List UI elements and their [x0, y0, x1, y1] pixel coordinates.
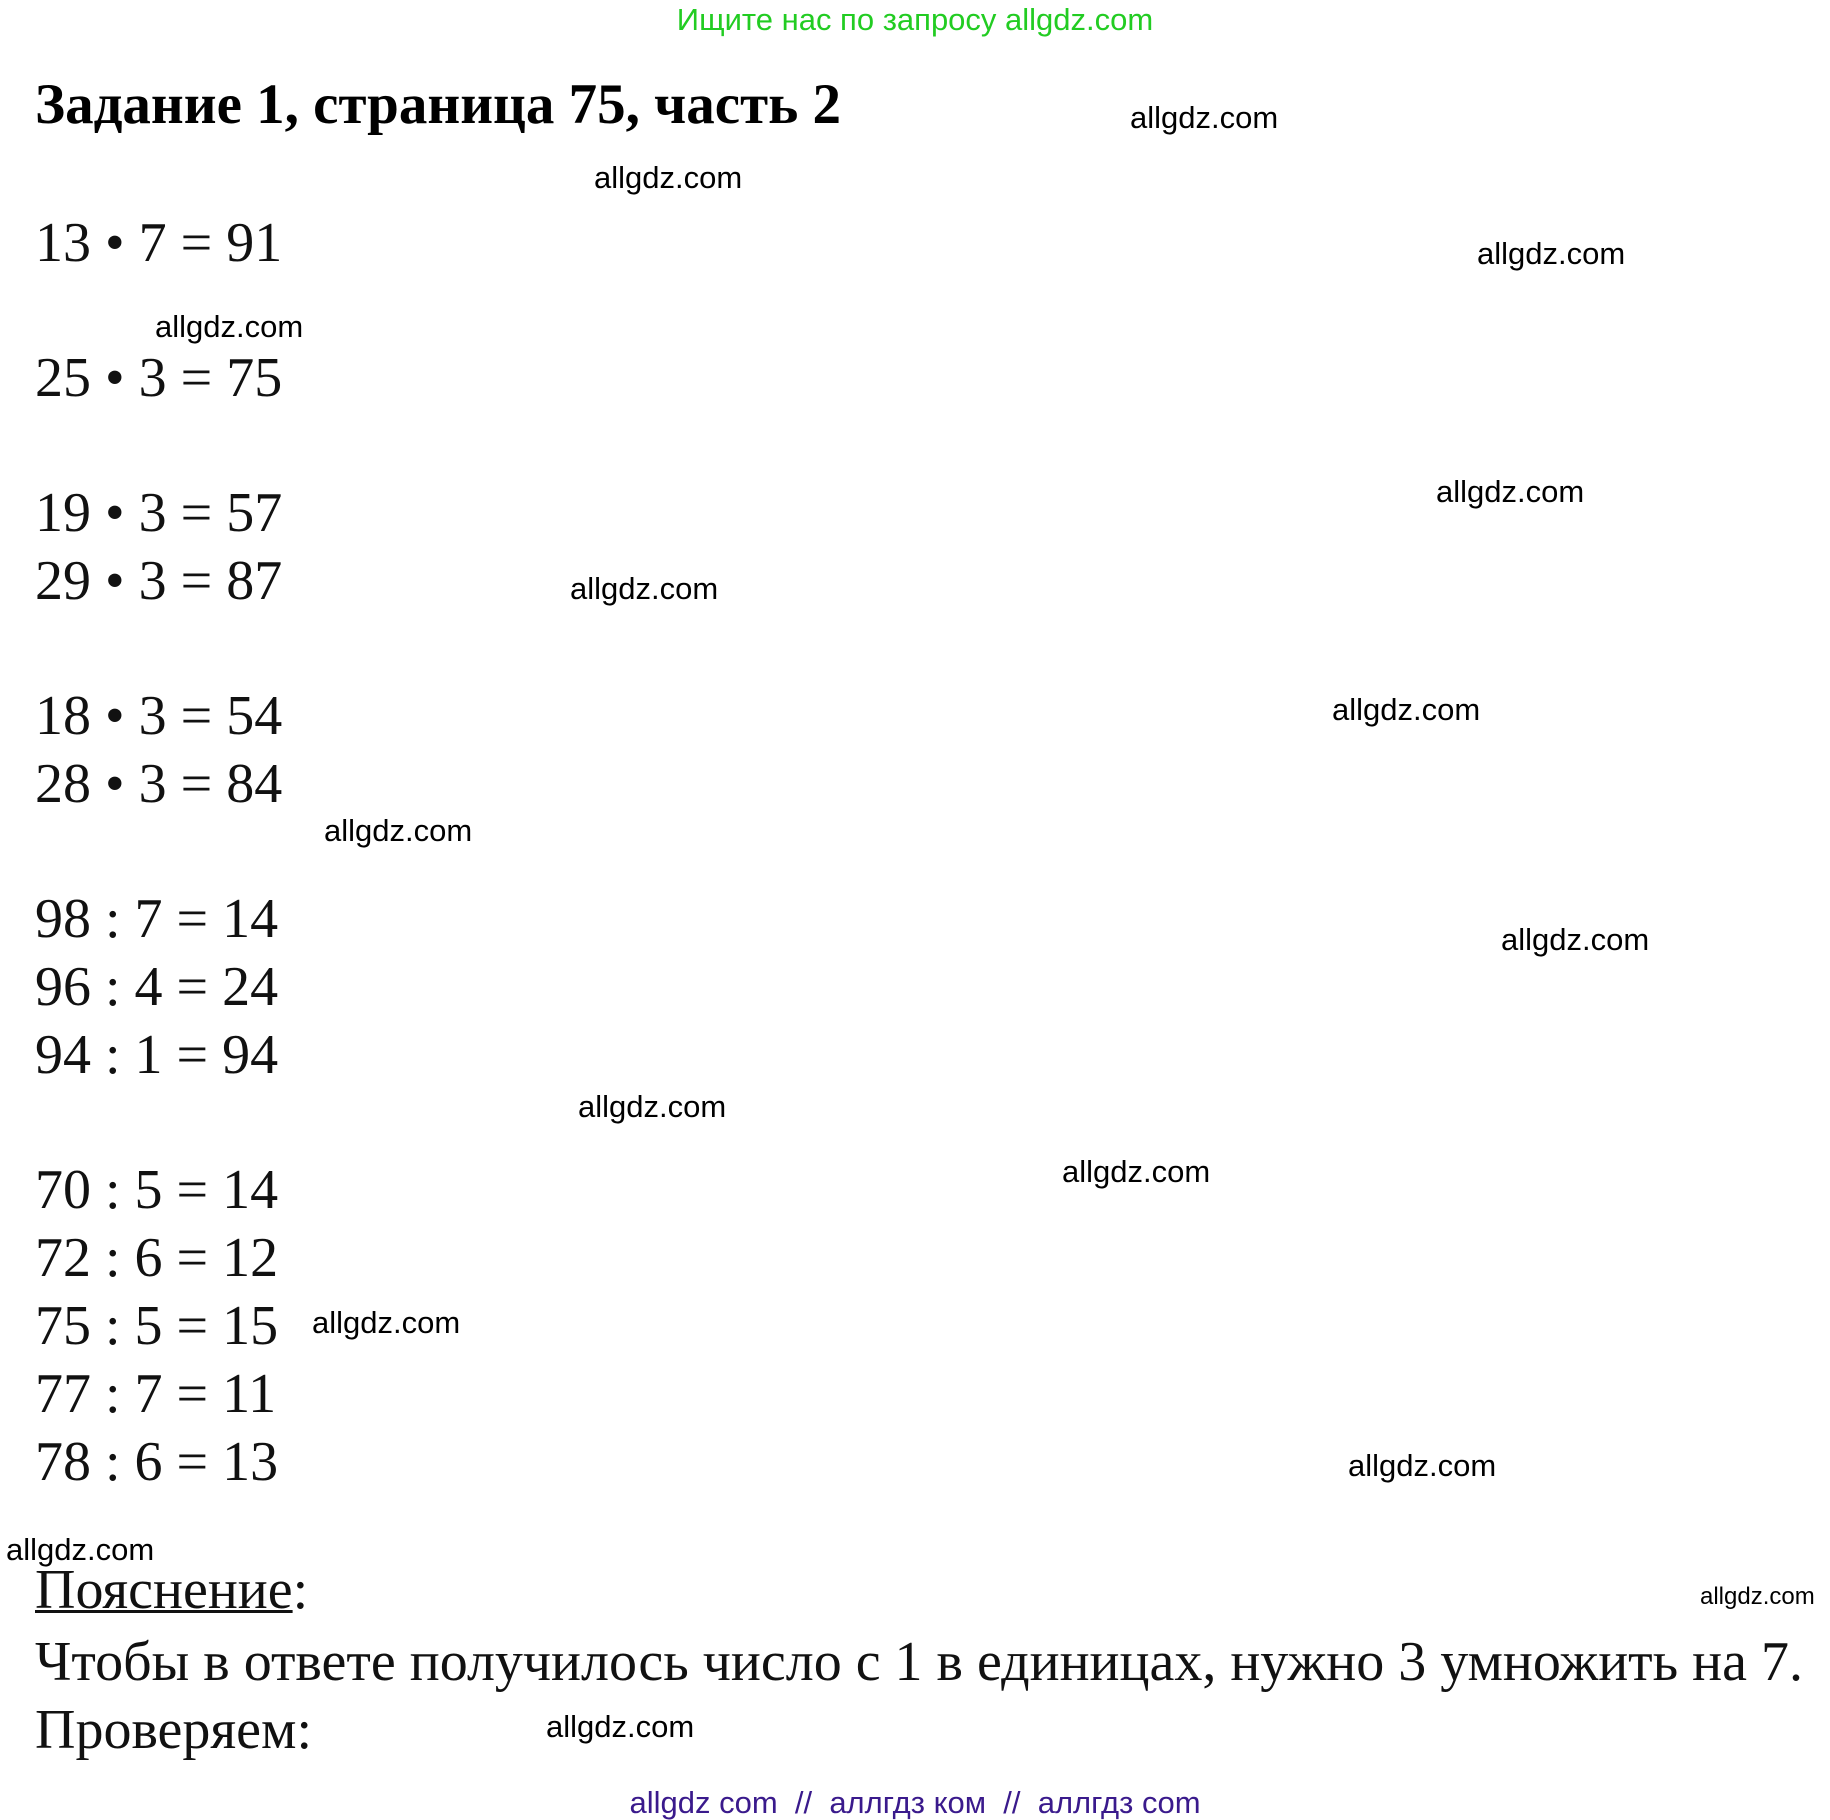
watermark: allgdz.com [6, 1532, 155, 1567]
watermark: allgdz.com [1477, 236, 1626, 271]
watermark: allgdz.com [594, 160, 743, 195]
explanation-heading-colon: : [292, 1559, 309, 1621]
watermark: allgdz.com [546, 1709, 695, 1744]
watermark: allgdz.com [1436, 474, 1585, 509]
equation-line: 13 • 7 = 91 [35, 212, 283, 274]
watermark: allgdz.com [1348, 1448, 1497, 1483]
equation-line: 70 : 5 = 14 [35, 1159, 279, 1221]
equation-line: 72 : 6 = 12 [35, 1227, 279, 1289]
equation-line: 94 : 1 = 94 [35, 1024, 279, 1086]
equation-line: 78 : 6 = 13 [35, 1431, 279, 1493]
watermark: allgdz.com [1130, 100, 1279, 135]
equation-line: 77 : 7 = 11 [35, 1363, 277, 1425]
watermark: allgdz.com [1700, 1583, 1815, 1610]
equation-line: 98 : 7 = 14 [35, 888, 279, 950]
watermark: allgdz.com [578, 1089, 727, 1124]
watermark: allgdz.com [155, 309, 304, 344]
watermark: allgdz.com [1062, 1154, 1211, 1189]
page-title: Задание 1, страница 75, часть 2 [35, 73, 841, 136]
watermark: allgdz.com [1332, 692, 1481, 727]
equation-line: 75 : 5 = 15 [35, 1295, 279, 1357]
watermark: allgdz.com [570, 571, 719, 606]
equation-line: 28 • 3 = 84 [35, 753, 283, 815]
top-banner: Ищите нас по запросу allgdz.com [676, 2, 1154, 37]
explanation-heading-label: Пояснение [35, 1559, 293, 1621]
equation-line: 29 • 3 = 87 [35, 550, 283, 612]
explanation-text: Чтобы в ответе получилось число с 1 в единицах, нужно 3 умножить на 7. Проверяем: [35, 1631, 1803, 1761]
watermark: allgdz.com [1501, 922, 1650, 957]
equation-line: 96 : 4 = 24 [35, 956, 279, 1018]
watermark: allgdz.com [312, 1305, 461, 1340]
equation-line: 18 • 3 = 54 [35, 685, 283, 747]
footer-links: allgdz com // аллгдз ком // аллгдз com [629, 1785, 1201, 1820]
equation-line: 19 • 3 = 57 [35, 482, 283, 544]
watermark: allgdz.com [324, 813, 473, 848]
equation-line: 25 • 3 = 75 [35, 347, 283, 409]
explanation-heading [35, 1559, 309, 1621]
